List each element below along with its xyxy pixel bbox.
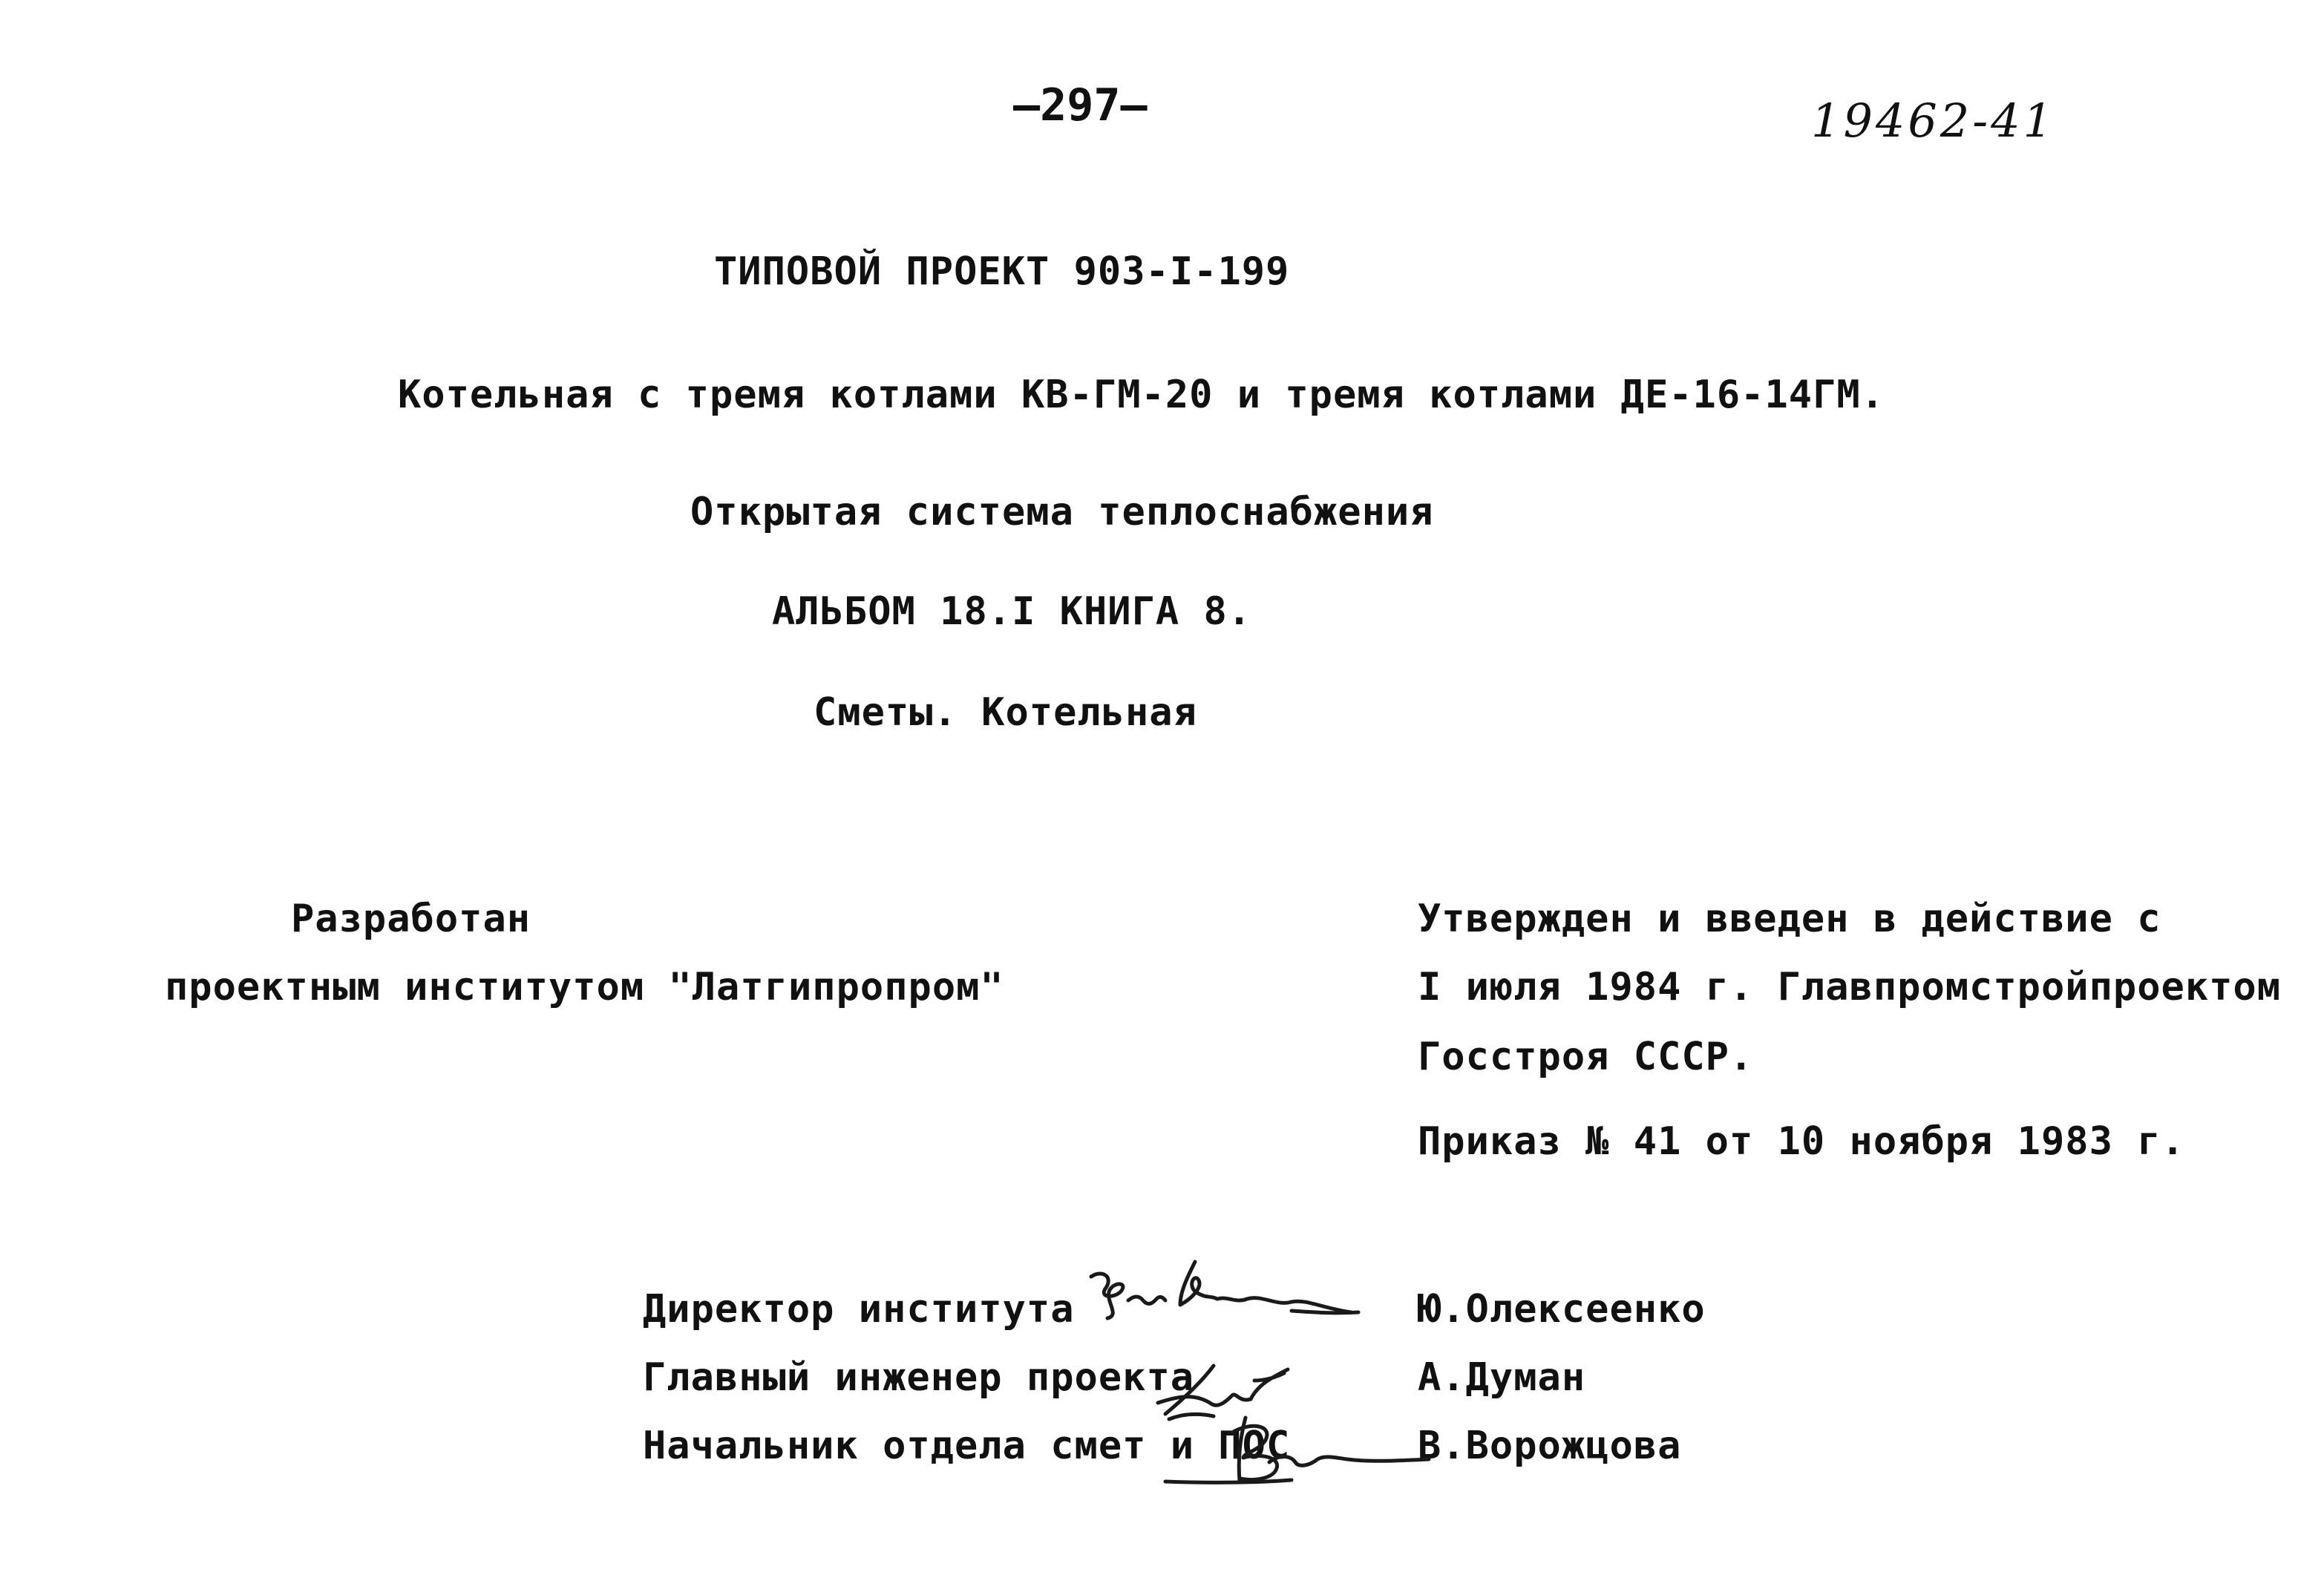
signature-role-director: Директор института [643,1287,1075,1332]
project-title: ТИПОВОЙ ПРОЕКТ 903-I-199 [714,249,1290,294]
signature-role-estimates-head: Начальник отдела смет и ПОС [643,1424,1291,1468]
approved-line-3: Госстроя СССР. [1418,1035,1754,1079]
system-title: Открытая система теплоснабжения [690,490,1434,534]
developed-by-institute: проектным институтом "Латгипропром" [165,965,1004,1009]
signature-name-chief-engineer: А.Думан [1418,1355,1586,1400]
approved-line-1: Утвержден и введен в действие с [1418,897,2161,941]
signature-role-chief-engineer: Главный инженер проекта [643,1355,1195,1400]
boiler-house-title: Котельная с тремя котлами КВ-ГМ-20 и тремя котлами ДЕ-16-14ГМ. [398,373,1885,417]
signature-name-director: Ю.Олексеенко [1418,1287,1706,1332]
page-number: –297– [1013,79,1148,131]
archive-number: 19462-41 [1811,94,2056,148]
director-signature [1069,1247,1366,1329]
estimates-head-signature [1165,1410,1440,1492]
section-title: Сметы. Котельная [814,690,1197,735]
approved-line-2: I июля 1984 г. Главпромстройпроектом [1418,965,2282,1009]
album-title: АЛЬБОМ 18.I КНИГА 8. [772,589,1252,634]
approval-order: Приказ № 41 от 10 ноября 1983 г. [1418,1119,2185,1164]
developed-by-label: Разработан [291,897,531,941]
signature-name-estimates-head: В.Ворожцова [1418,1424,1682,1468]
